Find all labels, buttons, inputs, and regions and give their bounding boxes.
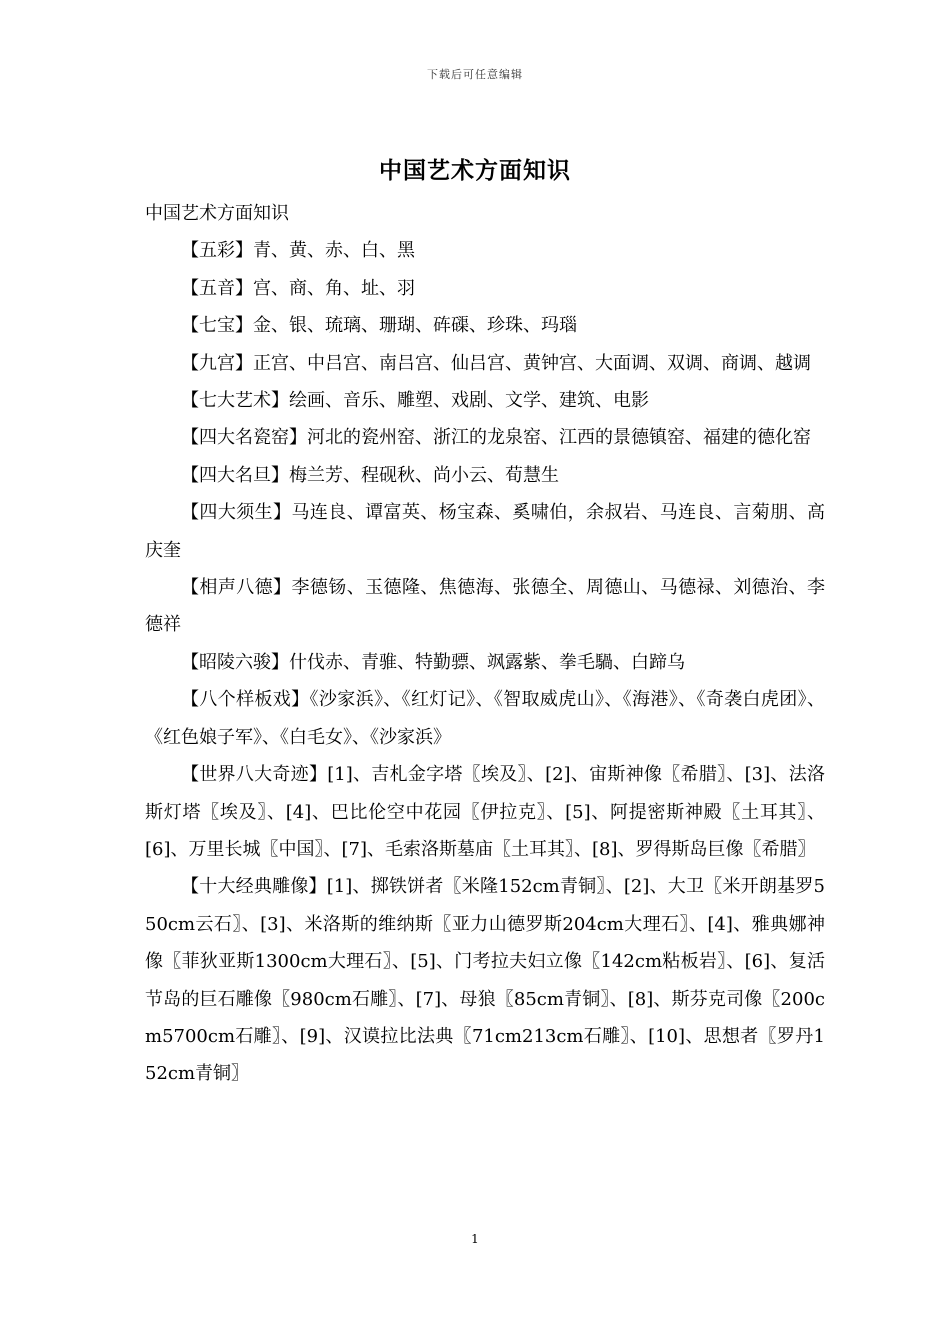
paragraph-four-kilns: 【四大名瓷窑】河北的瓷州窑、浙江的龙泉窑、江西的景德镇窑、福建的德化窑 bbox=[181, 427, 811, 449]
paragraph-model-operas: 【八个样板戏】《沙家浜》、《红灯记》、《智取威虎山》、《海港》、《奇袭白虎团》、《红色娘子军》、《白毛女》、《沙家浜》 bbox=[145, 689, 825, 748]
document-subtitle: 中国艺术方面知识 bbox=[145, 203, 289, 224]
paragraph-seven-treasures: 【七宝】金、银、琉璃、珊瑚、砗磲、珍珠、玛瑙 bbox=[181, 315, 577, 337]
paragraph-seven-arts: 【七大艺术】绘画、音乐、雕塑、戏剧、文学、建筑、电影 bbox=[181, 390, 649, 412]
document-body bbox=[145, 195, 825, 1093]
paragraph-nine-modes: 【九宫】正宫、中吕宫、南吕宫、仙吕宫、黄钟宫、大面调、双调、商调、越调 bbox=[181, 352, 811, 374]
paragraph-four-dan: 【四大名旦】梅兰芳、程砚秋、尚小云、荀慧生 bbox=[181, 464, 559, 486]
document-title: 中国艺术方面知识 bbox=[379, 157, 571, 184]
paragraph-zhaoling-horses: 【昭陵六骏】什伐赤、青骓、特勤骠、飒露紫、拳毛騧、白蹄乌 bbox=[181, 651, 685, 673]
paragraph-ten-sculptures: 【十大经典雕像】[1]、掷铁饼者〖米隆152cm青铜〗、[2]、大卫〖米开朗基罗550cm云石〗、[3]、米洛斯的维纳斯〖亚力山德罗斯204cm大理石〗、[4]、雅典娜神像〖菲狄亚斯1300cm大理石〗、[5]、门考拉夫妇立像〖142cm粘板岩〗、[6]、复活节岛的巨石雕像〖980cm石雕〗、[7]、母狼〖85cm青铜〗、[8]、斯芬克司像〖200cm5700cm石雕〗、[9]、汉谟拉比法典〖71cm213cm石雕〗、[10]、思想者〖罗丹152cm青铜〗 bbox=[145, 876, 825, 1085]
paragraph-five-tones: 【五音】宫、商、角、址、羽 bbox=[181, 277, 415, 299]
header-note: 下载后可任意编辑 bbox=[427, 68, 523, 81]
page-number: 1 bbox=[471, 1232, 479, 1246]
paragraph-eight-wonders: 【世界八大奇迹】[1]、吉札金字塔〖埃及〗、[2]、宙斯神像〖希腊〗、[3]、法洛斯灯塔〖埃及〗、[4]、巴比伦空中花园〖伊拉克〗、[5]、阿提密斯神殿〖土耳其〗、[6]、万里长城〖中国〗、[7]、毛索洛斯墓庙〖土耳其〗、[8]、罗得斯岛巨像〖希腊〗 bbox=[145, 764, 825, 860]
paragraph-five-colors: 【五彩】青、黄、赤、白、黑 bbox=[181, 240, 415, 262]
paragraph-four-xusheng: 【四大须生】马连良、谭富英、杨宝森、奚啸伯，余叔岩、马连良、言菊朋、高庆奎 bbox=[145, 502, 825, 561]
paragraph-crosstalk-eight: 【相声八德】李德钖、玉德隆、焦德海、张德全、周德山、马德禄、刘德治、李德祥 bbox=[145, 577, 825, 636]
